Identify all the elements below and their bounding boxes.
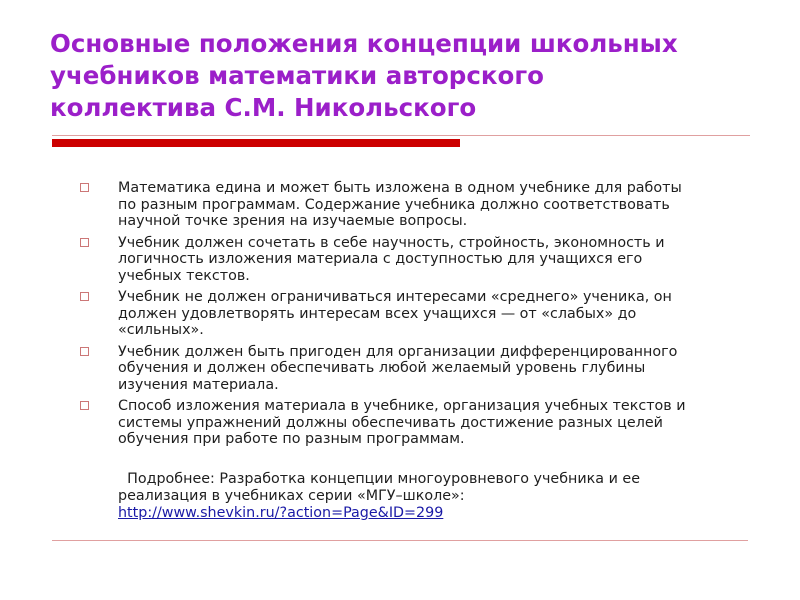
bullet-text-line: Математика едина и может быть изложена в одном учебнике для работы [118,180,682,196]
bullet-text-line: учебных текстов. [118,267,250,284]
bullet-text-line: Учебник не должен ограничиваться интересами «среднего» ученика, он [118,289,672,305]
bullet-item [80,344,760,394]
bullet-text-line: Учебник должен сочетать в себе научность, стройность, экономность и [118,234,665,251]
bullet-text-line: изучения материала. [118,376,279,393]
bullet-list [80,180,760,453]
more-info-line: Подробнее: Разработка концепции многоуровневого учебника и ее [118,471,641,487]
top-thin-divider [52,135,750,136]
bullet-text-line: Учебник должен быть пригоден для организации дифференцированного [118,343,678,360]
bullet-text-line: научной точке зрения на изучаемые вопросы. [118,213,468,229]
bullet-item [80,180,760,230]
bullet-text-line: обучения при работе по разным программам. [118,431,465,447]
bottom-thin-divider [52,540,748,541]
square-bullet-icon [80,401,89,410]
slide-title-line: коллектива С.М. Никольского [50,93,477,122]
bullet-text-line: системы упражнений должны обеспечивать достижение разных целей [118,414,663,431]
more-info-line: реализация в учебниках серии «МГУ–школе»: [118,488,465,504]
square-bullet-icon [80,183,89,192]
bullet-text-line: должен удовлетворять интересам всех учащихся — от «слабых» до [118,305,637,322]
slide-title-line: Основные положения концепции школьных [50,29,678,58]
bullet-item [80,398,760,448]
slide-title [50,28,770,124]
bullet-item [80,235,760,285]
bullet-text-line: обучения и должен обеспечивать любой желаемый уровень глубины [118,360,646,376]
more-info-paragraph [118,471,758,522]
bullet-item [80,289,760,339]
accent-bar [52,139,460,147]
source-link[interactable]: http://www.shevkin.ru/?action=Page&ID=299 [118,505,444,521]
square-bullet-icon [80,238,89,247]
bullet-text-line: логичность изложения материала с доступностью для учащихся его [118,251,643,267]
square-bullet-icon [80,292,89,301]
bullet-text-line: Способ изложения материала в учебнике, организация учебных текстов и [118,398,686,414]
slide-title-line: учебников математики авторского [50,61,544,90]
square-bullet-icon [80,347,89,356]
bullet-text-line: «сильных». [118,322,204,338]
bullet-text-line: по разным программам. Содержание учебника должно соответствовать [118,196,670,213]
